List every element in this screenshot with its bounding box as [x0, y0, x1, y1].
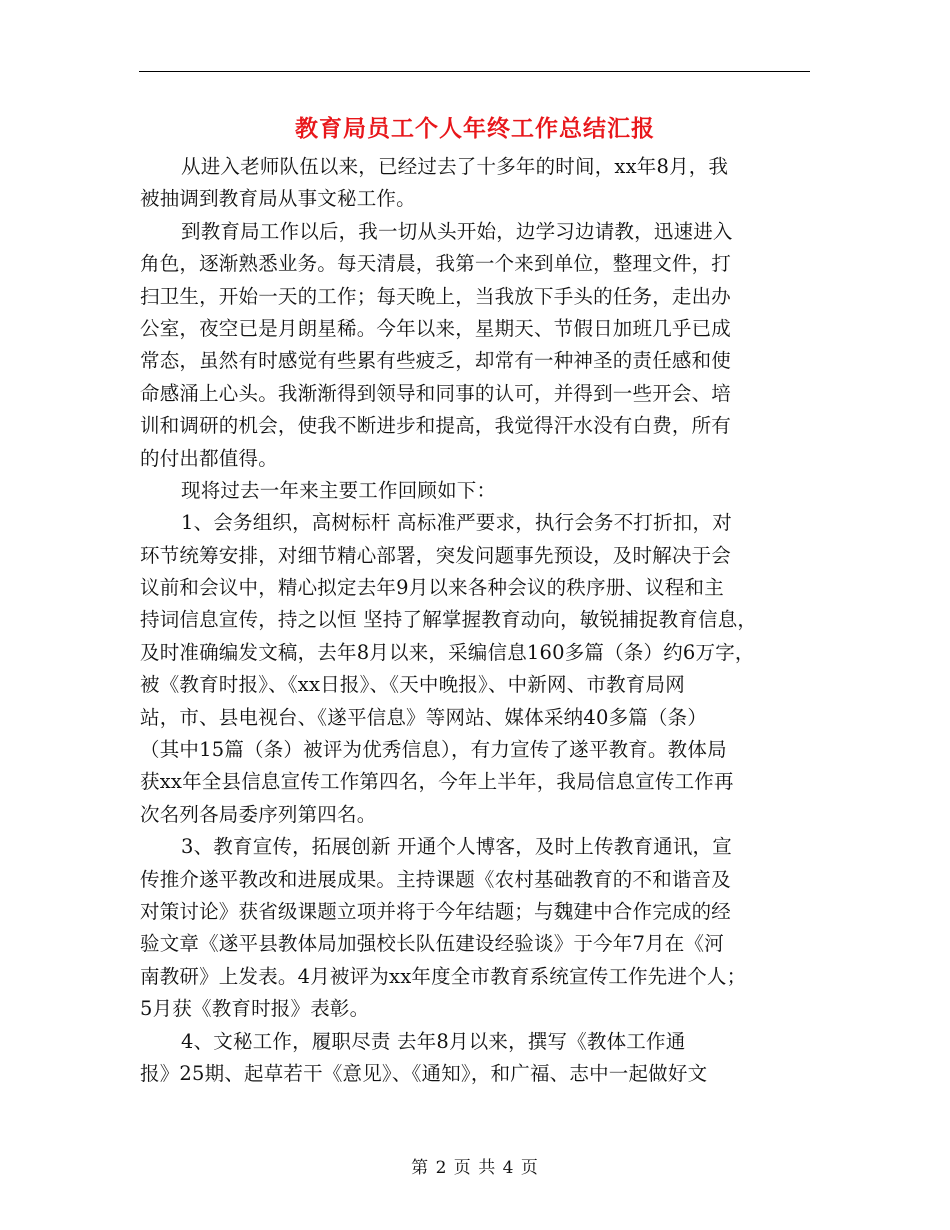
body-line: 从进入老师队伍以来，已经过去了十多年的时间，xx年8月，我: [181, 155, 729, 178]
document-body: [140, 151, 810, 1090]
body-line: 传推介遂平教改和进展成果。主持课题《农村基础教育的不和谐音及: [140, 867, 732, 891]
body-line: 及时准确编发文稿，去年8月以来，采编信息160多篇（条）约6万字，: [140, 640, 755, 664]
body-line: 现将过去一年来主要工作回顾如下：: [181, 478, 497, 502]
header-rule: [139, 71, 810, 72]
body-line: 获xx年全县信息宣传工作第四名，今年上半年，我局信息宣传工作再: [140, 770, 734, 794]
body-line: 持词信息宣传，持之以恒 坚持了解掌握教育动向，敏锐捕捉教育信息，: [140, 608, 758, 632]
body-line: 4、文秘工作，履职尽责 去年8月以来，撰写《教体工作通: [181, 1029, 686, 1053]
page-number: 第 2 页 共 4 页: [411, 1158, 539, 1178]
body-line: 议前和会议中，精心拟定去年9月以来各种会议的秩序册、议程和主: [140, 576, 724, 600]
body-line: 次名列各局委序列第四名。: [140, 802, 377, 826]
body-line: 被《教育时报》、《xx日报》、《天中晚报》、中新网、市教育局网: [140, 673, 685, 697]
body-line: 扫卫生，开始一天的工作；每天晚上，当我放下手头的任务，走出办: [140, 284, 732, 308]
body-line: 对策讨论》获省级课题立项并将于今年结题；与魏建中合作完成的经: [140, 899, 732, 923]
body-line: 5月获《教育时报》表彰。: [140, 997, 370, 1021]
body-line: 环节统筹安排，对细节精心部署，突发问题事先预设，及时解决于会: [140, 543, 732, 567]
body-line: 命感涌上心头。我渐渐得到领导和同事的认可，并得到一些开会、培: [140, 381, 732, 405]
body-line: 的付出都值得。: [140, 446, 278, 470]
body-line: 验文章《遂平县教体局加强校长队伍建设经验谈》于今年7月在《河: [140, 932, 724, 956]
body-line: 报》25期、起草若干《意见》、《通知》，和广福、志中一起做好文: [140, 1061, 708, 1085]
body-line: 常态，虽然有时感觉有些累有些疲乏，却常有一种神圣的责任感和使: [140, 349, 732, 373]
body-line: 训和调研的机会，使我不断进步和提高，我觉得汗水没有白费，所有: [140, 414, 732, 438]
body-line: 南教研》上发表。4月被评为xx年度全市教育系统宣传工作先进个人；: [140, 964, 747, 988]
body-line: 站，市、县电视台、《遂平信息》等网站、媒体采纳40多篇（条）: [140, 705, 708, 729]
body-line: 公室，夜空已是月朗星稀。今年以来，星期天、节假日加班几乎已成: [140, 316, 732, 340]
body-line: （其中15篇（条）被评为优秀信息），有力宣传了遂平教育。教体局: [140, 738, 727, 762]
body-line: 被抽调到教育局从事文秘工作。: [140, 187, 416, 211]
body-line: 1、会务组织，高树标杆 高标准严要求，执行会务不打折扣，对: [181, 511, 732, 535]
body-line: 到教育局工作以后，我一切从头开始，边学习边请教，迅速进入: [181, 219, 733, 243]
body-line: 3、教育宣传，拓展创新 开通个人博客，及时上传教育通讯，宣: [181, 835, 732, 859]
body-line: 角色，逐渐熟悉业务。每天清晨，我第一个来到单位，整理文件，打: [140, 252, 732, 276]
document-title: 教育局员工个人年终工作总结汇报: [295, 115, 655, 142]
